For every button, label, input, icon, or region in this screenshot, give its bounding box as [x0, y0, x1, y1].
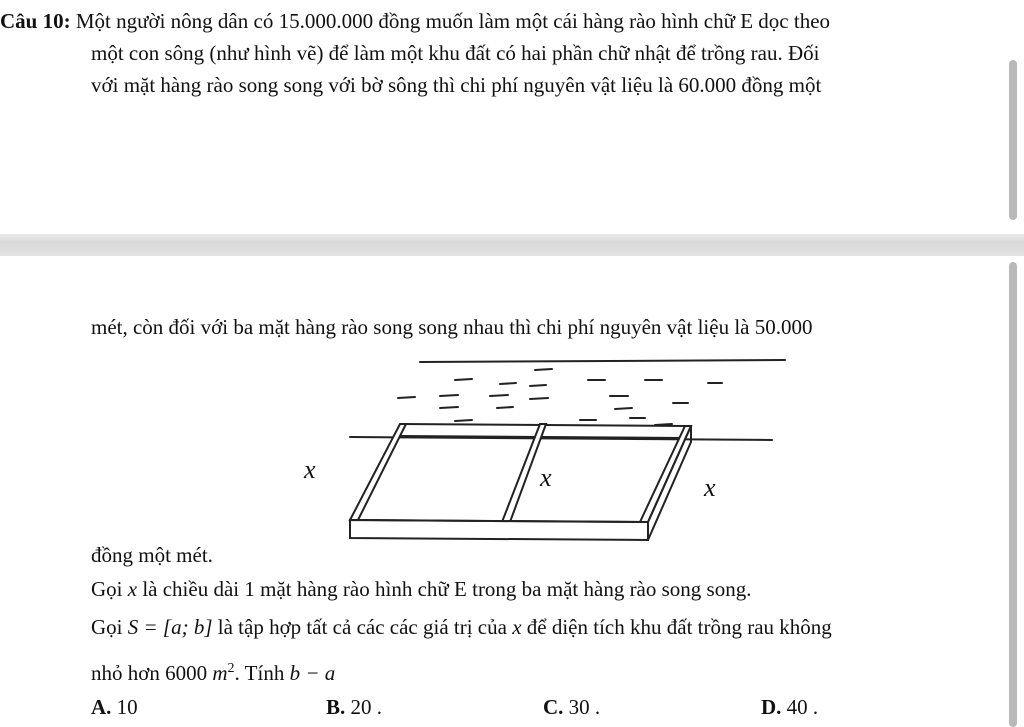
line8-pre: nhỏ hơn 6000	[91, 661, 213, 685]
question-line-5: đồng một mét.	[91, 543, 213, 567]
variable-x-2: x	[512, 615, 522, 639]
option-d-value: 40 .	[786, 695, 819, 719]
left-fence	[350, 424, 406, 520]
river-far-bank	[420, 360, 785, 362]
line7-post: để diện tích khu đất trồng rau không	[521, 615, 832, 639]
option-c[interactable]	[543, 694, 600, 720]
option-c-letter: C.	[543, 695, 564, 719]
question-line-6	[91, 576, 751, 602]
line8-mid: . Tính	[234, 661, 290, 685]
question-line-8	[91, 656, 335, 686]
question-label: Câu 10:	[0, 9, 71, 33]
question-line-1	[0, 8, 830, 34]
question-line-7	[91, 614, 832, 640]
option-b[interactable]	[326, 694, 382, 720]
line6-post: là chiều dài 1 mặt hàng rào hình chữ E trong ba mặt hàng rào song song.	[137, 577, 752, 601]
option-d[interactable]	[761, 694, 818, 720]
figure-label-left-x: x	[304, 455, 316, 484]
figure-label-middle-x: x	[540, 463, 552, 492]
line6-pre: Gọi	[91, 577, 128, 601]
question-line-3: với mặt hàng rào song song với bờ sông thì chi phí nguyên vật liệu là 60.000 đồng một	[91, 73, 822, 97]
figure-label-right-x: x	[704, 473, 716, 502]
variable-x: x	[127, 577, 138, 601]
fence-diagram	[290, 350, 790, 550]
set-expression: S = [a; b]	[127, 615, 213, 639]
option-a-letter: A.	[91, 695, 112, 719]
page-break-gap	[0, 234, 1024, 256]
line7-mid: là tập hợp tất cả các các giá trị của	[212, 615, 513, 639]
option-a-value: 10	[116, 695, 138, 719]
question-text-1: Một người nông dân có 15.000.000 đồng muốn làm một cái hàng rào hình chữ E dọc theo	[70, 9, 831, 33]
unit-m: m	[212, 661, 228, 685]
expression-b-minus-a: b − a	[289, 661, 336, 685]
scrollbar-track-top[interactable]	[1009, 60, 1017, 220]
option-a[interactable]	[91, 694, 138, 720]
option-b-letter: B.	[326, 695, 346, 719]
option-d-letter: D.	[761, 695, 782, 719]
front-fence	[350, 520, 648, 540]
scrollbar-track-bottom[interactable]	[1009, 262, 1017, 727]
line7-pre: Gọi	[91, 615, 128, 639]
option-b-value: 20 .	[350, 695, 383, 719]
option-c-value: 30 .	[568, 695, 601, 719]
question-line-2: một con sông (như hình vẽ) để làm một khu đất có hai phần chữ nhật để trồng rau. Đối	[91, 41, 820, 65]
right-fence	[640, 426, 691, 522]
unit-exponent: 2	[227, 661, 235, 676]
question-line-4: mét, còn đối với ba mặt hàng rào song song nhau thì chi phí nguyên vật liệu là 50.000	[91, 315, 813, 339]
